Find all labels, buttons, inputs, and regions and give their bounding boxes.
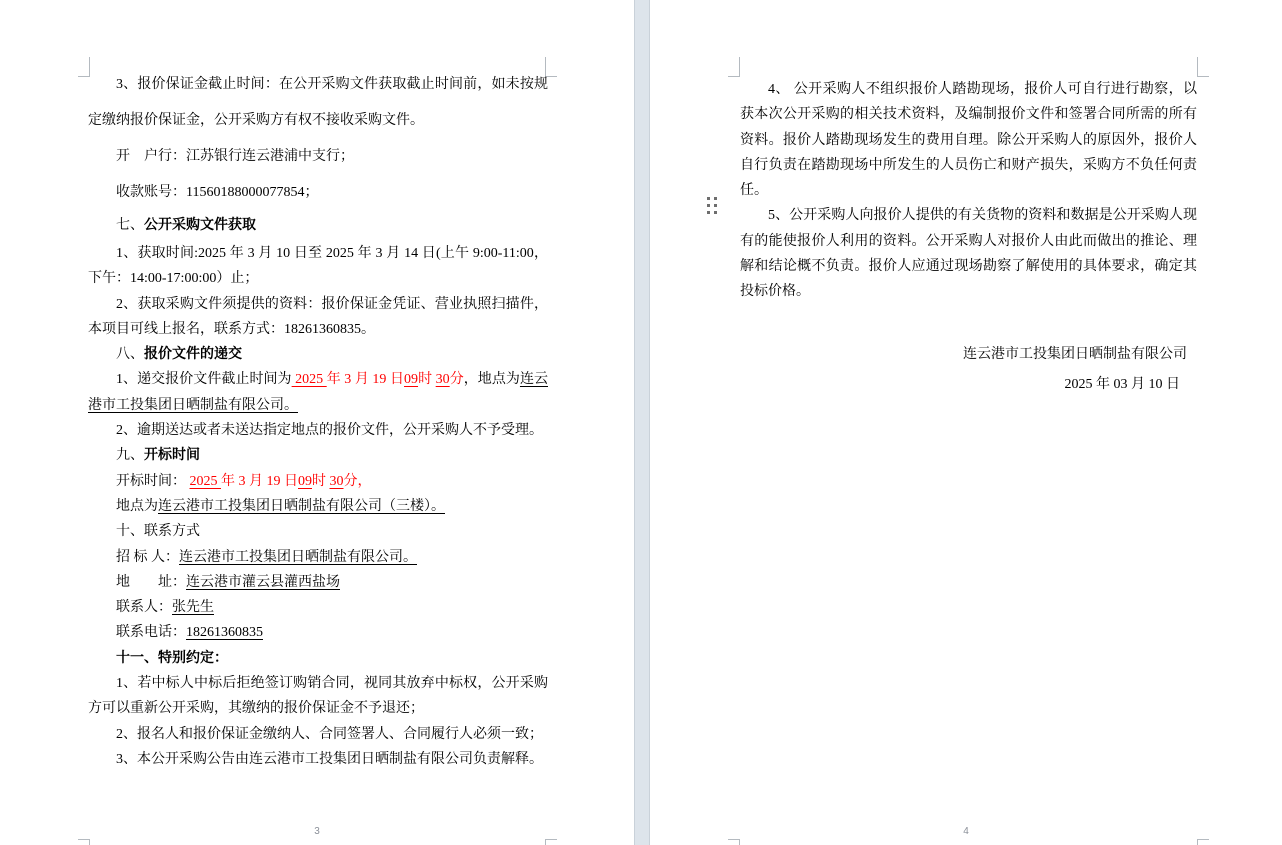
paragraph[interactable] — [88, 722, 548, 747]
paragraph[interactable] — [88, 620, 548, 645]
paragraph-drag-handle-icon[interactable] — [707, 197, 717, 214]
text-segment: 招 标 人： — [116, 549, 179, 565]
paragraph[interactable] — [88, 367, 548, 418]
text-segment: 连云港市工投集团日晒制盐有限公司（三楼）。 — [158, 498, 445, 514]
text-segment: 联系人： — [116, 600, 172, 616]
margin-cropmark-icon — [545, 839, 557, 845]
paragraph[interactable] — [88, 175, 548, 211]
text-segment: 分 — [449, 372, 464, 388]
paragraph[interactable] — [88, 211, 548, 241]
page-3 — [0, 0, 634, 845]
text-segment: 十一、特别约定： — [116, 650, 228, 666]
paragraph[interactable] — [88, 494, 548, 519]
text-segment: ，地点为 — [463, 372, 520, 388]
paragraph[interactable] — [740, 203, 1197, 304]
text-segment: 2、获取采购文件须提供的资料：报价保证金凭证、营业执照扫描件，本项目可线上报名，联系方式：18261360835。 — [88, 296, 548, 337]
text-segment: 2、报名人和报价保证金缴纳人、合同签署人、合同履行人必须一致； — [116, 726, 543, 742]
text-segment: 30 — [329, 473, 344, 489]
margin-cropmark-icon — [1197, 57, 1209, 77]
text-segment: 30 — [435, 372, 450, 388]
text-segment: 2、逾期送达或者未送达指定地点的报价文件，公开采购人不予受理。 — [116, 423, 543, 439]
text-segment: 地 址： — [116, 574, 186, 590]
paragraph[interactable] — [88, 570, 548, 595]
text-segment: 开标时间 — [144, 448, 200, 464]
margin-cropmark-icon — [78, 839, 90, 845]
text-segment: 连云港市工投集团日晒制盐有限公司。 — [179, 549, 417, 565]
text-segment: 九、 — [116, 448, 144, 464]
paragraph[interactable] — [88, 292, 548, 343]
margin-cropmark-icon — [728, 57, 740, 77]
paragraph[interactable] — [88, 241, 548, 292]
paragraph[interactable] — [88, 646, 548, 671]
paragraph[interactable] — [88, 747, 548, 772]
text-segment: 联系电话： — [116, 625, 186, 641]
text-segment: 年 3 月 19 日 — [326, 372, 405, 388]
page-number: 4 — [963, 826, 969, 837]
text-segment: 开 户行：江苏银行连云港浦中支行； — [116, 149, 354, 164]
text-segment: 2025 — [189, 473, 221, 489]
page-gap — [634, 0, 650, 845]
paragraph[interactable] — [88, 139, 548, 175]
margin-cropmark-icon — [1197, 839, 1209, 845]
text-segment: 09 — [298, 473, 312, 489]
paragraph[interactable] — [740, 77, 1197, 203]
paragraph[interactable] — [740, 370, 1197, 400]
text-segment: 张先生 — [172, 600, 214, 616]
text-segment: 5、公开采购人向报价人提供的有关货物的资料和数据是公开采购人现有的能使报价人利用的资料。公开采购人对报价人由此而做出的推论、理解和结论概不负责。报价人应通过现场勘察了解使用的具体要求，确定其投标价格。 — [740, 208, 1197, 300]
margin-cropmark-icon — [728, 839, 740, 845]
text-segment: 连云港市工投集团日晒制盐有限公司。 — [88, 372, 548, 413]
page-4-text-area[interactable] — [740, 77, 1197, 400]
paragraph[interactable] — [88, 595, 548, 620]
paragraph[interactable] — [88, 671, 548, 722]
page-number: 3 — [314, 826, 320, 837]
text-segment: 公开采购文件获取 — [144, 218, 256, 233]
text-segment: 收款账号：11560188000077854； — [116, 185, 319, 200]
text-segment: 七、 — [116, 218, 144, 233]
text-segment: 1、若中标人中标后拒绝签订购销合同，视同其放弃中标权，公开采购方可以重新公开采购，其缴纳的报价保证金不予退还； — [88, 676, 548, 717]
text-segment: 1、获取时间:2025 年 3 月 10 日至 2025 年 3 月 14 日(上午 9:00-11:00，下午：14:00-17:00:00）止； — [88, 246, 548, 287]
page-4 — [650, 0, 1282, 845]
paragraph[interactable] — [88, 545, 548, 570]
paragraph[interactable] — [88, 418, 548, 443]
paragraph[interactable] — [88, 469, 548, 494]
text-segment: 连云港市工投集团日晒制盐有限公司 — [963, 346, 1187, 362]
text-segment: 2025 — [291, 372, 327, 388]
text-segment: 连云港市灌云县灌西盐场 — [186, 574, 340, 590]
text-segment: 时 — [418, 372, 436, 388]
text-segment: 时 — [312, 473, 330, 489]
paragraph[interactable] — [88, 67, 548, 139]
text-segment: 1、递交报价文件截止时间为 — [116, 372, 292, 388]
text-segment: 开标时间： — [116, 473, 190, 489]
paragraph[interactable] — [88, 443, 548, 468]
page-3-text-area[interactable] — [88, 67, 548, 772]
text-segment: 3、报价保证金截止时间：在公开采购文件获取截止时间前，如未按规定缴纳报价保证金，公开采购方有权不接收采购文件。 — [88, 77, 548, 128]
paragraph[interactable] — [88, 342, 548, 367]
text-segment: 地点为 — [116, 498, 158, 514]
text-segment: 八、 — [116, 347, 144, 363]
text-segment: 3、本公开采购公告由连云港市工投集团日晒制盐有限公司负责解释。 — [116, 751, 543, 767]
text-segment: 年 3 月 19 日 — [221, 473, 298, 489]
text-segment: 4、 公开采购人不组织报价人踏勘现场，报价人可自行进行勘察，以获本次公开采购的相关技术资料，及编制报价文件和签署合同所需的所有资料。报价人踏勘现场发生的费用自理。除公开采购人的原因外，报价人自行负责在踏勘现场中所发生的人员伤亡和财产损失，采购方不负任何责任。 — [740, 82, 1197, 199]
text-segment: 十、联系方式 — [116, 524, 200, 540]
text-segment: 报价文件的递交 — [144, 347, 242, 363]
text-segment: 2025 年 03 月 10 日 — [1064, 376, 1180, 392]
text-segment: 18261360835 — [186, 625, 263, 641]
paragraph[interactable] — [88, 519, 548, 544]
text-segment: 09 — [404, 372, 419, 388]
paragraph[interactable] — [740, 340, 1197, 370]
text-segment: 分， — [343, 473, 372, 489]
